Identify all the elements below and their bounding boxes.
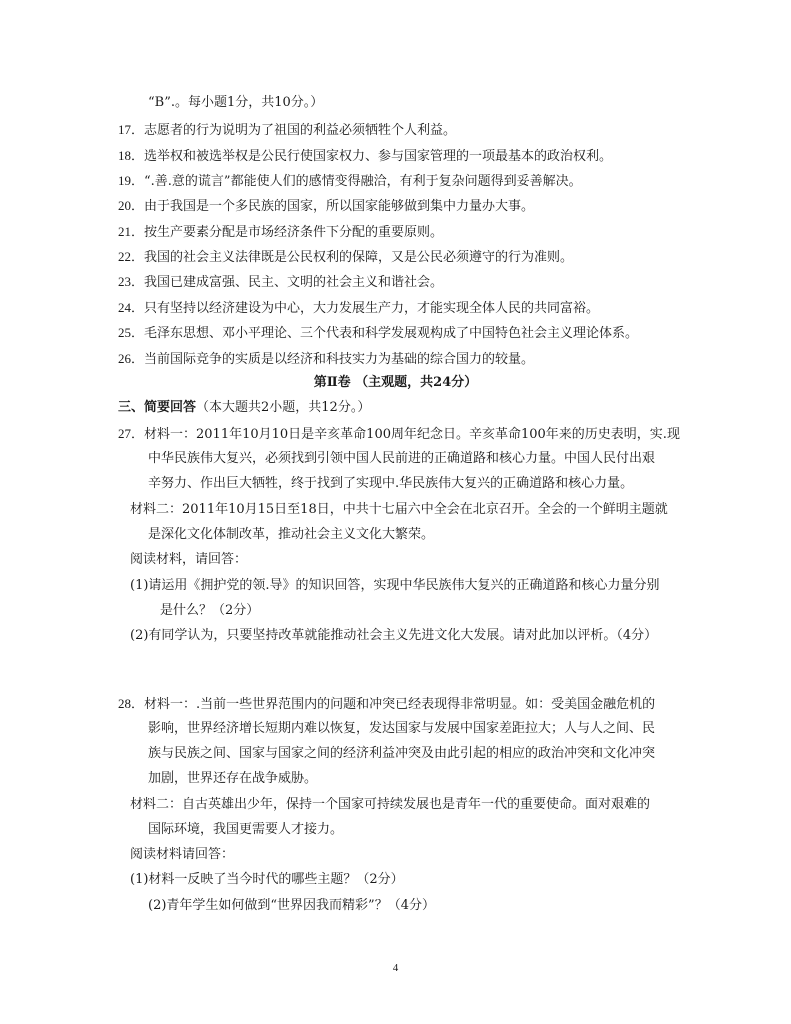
item-number: 19． (118, 173, 145, 188)
q27-sub1-line1: (1)请运用《拥护党的领.导》的知识回答，实现中华民族伟大复兴的正确道路和核心力量分别 (130, 578, 660, 593)
q28-material1-line1 (118, 696, 655, 713)
q28-material1-line3: 族与民族之间、国家与国家之间的经济利益冲突及由此引起的相应的政治冲突和文化冲突 (148, 746, 656, 761)
judgement-item (118, 122, 456, 139)
item-text: 志愿者的行为说明为了祖国的利益必须牺牲个人利益。 (144, 123, 457, 138)
item-number: 20． (118, 198, 145, 213)
item-text: 按生产要素分配是市场经济条件下分配的重要原则。 (144, 225, 444, 240)
judgement-item (118, 249, 573, 266)
item-text: 只有坚持以经济建设为中心，大力发展生产力，才能实现全体人民的共同富裕。 (144, 301, 600, 316)
item-number: 26． (118, 351, 145, 366)
item-number: 24． (118, 300, 145, 315)
section3-title: 三、简要回答 (118, 400, 197, 415)
q28-material1-text: 材料一：.当前一些世界范围内的问题和冲突已经表现得非常明显。如：受美国金融危机的 (144, 697, 656, 712)
q28-prompt: 阅读材料请回答： (130, 847, 235, 862)
q27-sub2: (2)有同学认为，只要坚持改革就能推动社会主义先进文化大发展。请对此加以评析。（4分） (130, 628, 658, 643)
judgement-item (118, 173, 582, 190)
item-text: 我国的社会主义法律既是公民权利的保障，又是公民必须遵守的行为准则。 (144, 250, 574, 265)
item-text: 选举权和被选举权是公民行使国家权力、参与国家管理的一项最基本的政治权利。 (144, 149, 613, 164)
judgement-item (118, 325, 638, 342)
q28-sub1: (1)材料一反映了当今时代的哪些主题？（2分） (130, 872, 404, 887)
item-number: 25． (118, 325, 145, 340)
q27-material1-text: 材料一：2011年10月10日是辛亥革命100周年纪念日。辛亥革命100年来的历史表明，实.现 (144, 427, 680, 442)
item-number: 23． (118, 274, 145, 289)
judgement-item (118, 351, 534, 368)
q28-number: 28． (118, 696, 145, 711)
section3-note: （本大题共2小题，共12分。） (196, 400, 371, 415)
part2-title: 第Ⅱ卷 （主观题，共24分） (313, 375, 478, 390)
q27-material2-line1: 材料二：2011年10月15日至18日，中共十七届六中全会在北京召开。全会的一个鲜明主题就 (130, 502, 668, 517)
q27-prompt: 阅读材料，请回答： (130, 552, 248, 567)
instruction-continuation: “B”.。每小题1分，共10分。） (148, 95, 324, 110)
section3-heading (118, 400, 370, 416)
judgement-item (118, 300, 599, 317)
q27-material2-line2: 是深化文化体制改革，推动社会主义文化大繁荣。 (148, 527, 435, 542)
item-text: 我国已建成富强、民主、文明的社会主义和谐社会。 (144, 275, 444, 290)
q28-material1-line2: 影响，世界经济增长短期内难以恢复，发达国家与发展中国家差距拉大；人与人之间、民 (148, 721, 656, 736)
item-text: 当前国际竞争的实质是以经济和科技实力为基础的综合国力的较量。 (144, 352, 535, 367)
q27-material1-line3: 辛努力、作出巨大牺牲，终于找到了实现中.华民族伟大复兴的正确道路和核心力量。 (148, 476, 634, 491)
item-text: “.善.意的谎言”都能使人们的感情变得融洽，有利于复杂问题得到妥善解决。 (144, 174, 582, 189)
q27-material1-line2: 中华民族伟大复兴，必须找到引领中国人民前进的正确道路和核心力量。中国人民付出艰 (148, 451, 656, 466)
q28-sub2: (2)青年学生如何做到“世界因我而精彩”？（4分） (148, 898, 435, 913)
judgement-item (118, 224, 443, 241)
item-text: 毛泽东思想、邓小平理论、三个代表和科学发展观构成了中国特色社会主义理论体系。 (144, 326, 639, 341)
item-number: 22． (118, 249, 145, 264)
q27-number: 27． (118, 426, 145, 441)
judgement-item (118, 198, 534, 215)
judgement-item (118, 148, 612, 165)
page-number: 4 (392, 962, 399, 974)
q27-material1-line1 (118, 426, 680, 443)
item-text: 由于我国是一个多民族的国家，所以国家能够做到集中力量办大事。 (144, 199, 535, 214)
item-number: 18． (118, 148, 145, 163)
q27-sub1-line2: 是什么？（2分） (160, 603, 260, 618)
item-number: 17． (118, 122, 145, 137)
item-number: 21． (118, 224, 145, 239)
q28-material2-line2: 国际环境，我国更需要人才接力。 (148, 822, 344, 837)
q28-material1-line4: 加剧，世界还存在战争威胁。 (148, 771, 318, 786)
judgement-item (118, 274, 443, 291)
q28-material2-line1: 材料二：自古英雄出少年，保持一个国家可持续发展也是青年一代的重要使命。面对艰难的 (130, 797, 651, 812)
